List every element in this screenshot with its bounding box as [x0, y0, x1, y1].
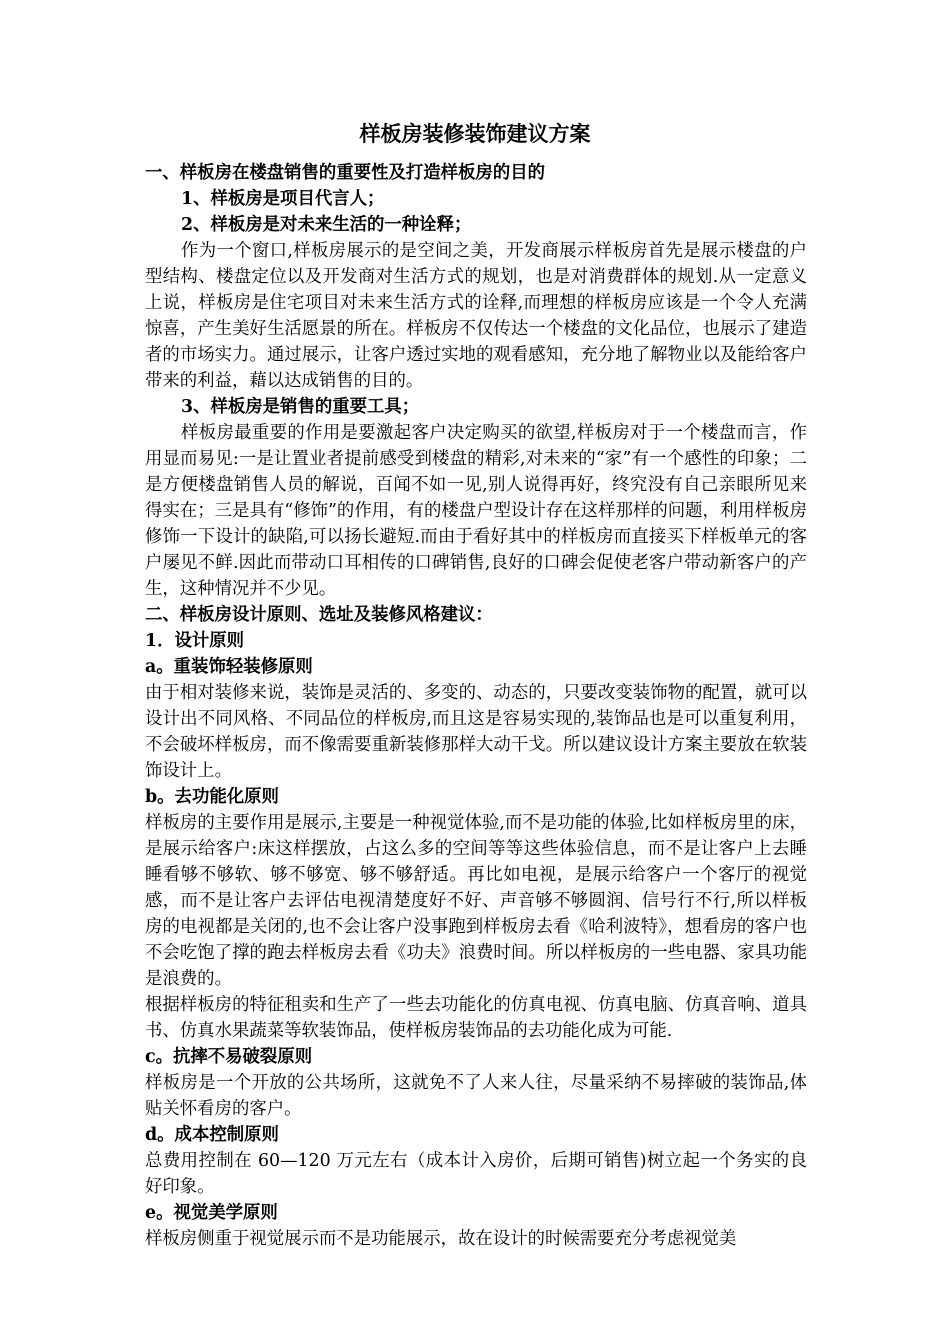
section-heading-2: 二、样板房设计原则、选址及装修风格建议：: [145, 605, 493, 625]
subheading-2-1: 1．设计原则: [145, 631, 245, 651]
document-title: 样板房装修装饰建议方案: [359, 121, 591, 146]
subheading-1-3: 3、样板房是销售的重要工具；: [181, 397, 420, 417]
principle-d-text: 总费用控制在 60—120 万元左右（成本计入房价，后期可销售)树立起一个务实的良好印象。: [145, 1151, 807, 1197]
paragraph-1: 作为一个窗口,样板房展示的是空间之美，开发商展示样板房首先是展示楼盘的户型结构、楼盘定位以及开发商对生活方式的规划，也是对消费群体的规划.从一定意义上说，样板房是住宅项目对未来生活方式的诠释,而理想的样板房应该是一个令人充满惊喜，产生美好生活愿景的所在。样板房不仅传达一个楼盘的文化品位，也展示了建造者的市场实力。通过展示，让客户透过实地的观看感知，充分地了解物业以及能给客户带来的利益，藉以达成销售的目的。: [145, 241, 807, 391]
subheading-1-1: 1、样板房是项目代言人；: [181, 189, 385, 209]
principle-b-text-2: 根据样板房的特征租卖和生产了一些去功能化的仿真电视、仿真电脑、仿真音响、道具书、仿真水果蔬菜等软装饰品，使样板房装饰品的去功能化成为可能.: [145, 995, 807, 1041]
section-heading-1: 一、样板房在楼盘销售的重要性及打造样板房的目的: [145, 163, 545, 183]
principle-c-title: c。抗摔不易破裂原则: [145, 1047, 313, 1067]
subheading-1-2: 2、样板房是对未来生活的一种诠释；: [181, 215, 472, 235]
principle-b-text-1: 样板房的主要作用是展示,主要是一种视觉体验,而不是功能的体验,比如样板房里的床，是展示给客户:床这样摆放，占这么多的空间等等这些体验信息，而不是让客户上去睡睡看够不够软、够不够宽、够不够舒适。再比如电视，是展示给客户一个客厅的视觉感，而不是让客户去评估电视清楚度好不好、声音够不够圆润、信号行不行,所以样板房的电视都是关闭的,也不会让客户没事跑到样板房去看《哈利波特》，想看房的客户也不会吃饱了撑的跑去样板房去看《功夫》浪费时间。所以样板房的一些电器、家具功能是浪费的。: [145, 813, 807, 989]
principle-e-text: 样板房侧重于视觉展示而不是功能展示，故在设计的时候需要充分考虑视觉美: [145, 1229, 737, 1249]
principle-a-text: 由于相对装修来说，装饰是灵活的、多变的、动态的，只要改变装饰物的配置，就可以设计出不同风格、不同品位的样板房,而且这是容易实现的,装饰品也是可以重复利用，不会破坏样板房，而不像需要重新装修那样大动干戈。所以建议设计方案主要放在软装饰设计上。: [145, 683, 807, 781]
principle-d-title: d。成本控制原则: [145, 1125, 279, 1145]
principle-c-text: 样板房是一个开放的公共场所，这就免不了人来人往，尽量采纳不易摔破的装饰品,体贴关怀看房的客户。: [145, 1073, 807, 1119]
principle-b-title: b。去功能化原则: [145, 787, 279, 807]
principle-e-title: e。视觉美学原则: [145, 1203, 278, 1223]
principle-a-title: a。重装饰轻装修原则: [145, 657, 313, 677]
document-body: [145, 160, 807, 1252]
paragraph-2: 样板房最重要的作用是要激起客户决定购买的欲望,样板房对于一个楼盘而言，作用显而易见:一是让置业者提前感受到楼盘的精彩,对未来的“家”有一个感性的印象；二是方便楼盘销售人员的解说，百闻不如一见,别人说得再好，终究没有自己亲眼所见来得实在；三是具有“修饰”的作用，有的楼盘户型设计存在这样那样的问题，利用样板房修饰一下设计的缺陷,可以扬长避短.而由于看好其中的样板房而直接买下样板单元的客户屡见不鲜.因此而带动口耳相传的口碑销售,良好的口碑会促使老客户带动新客户的产生，这种情况并不少见。: [145, 423, 807, 599]
